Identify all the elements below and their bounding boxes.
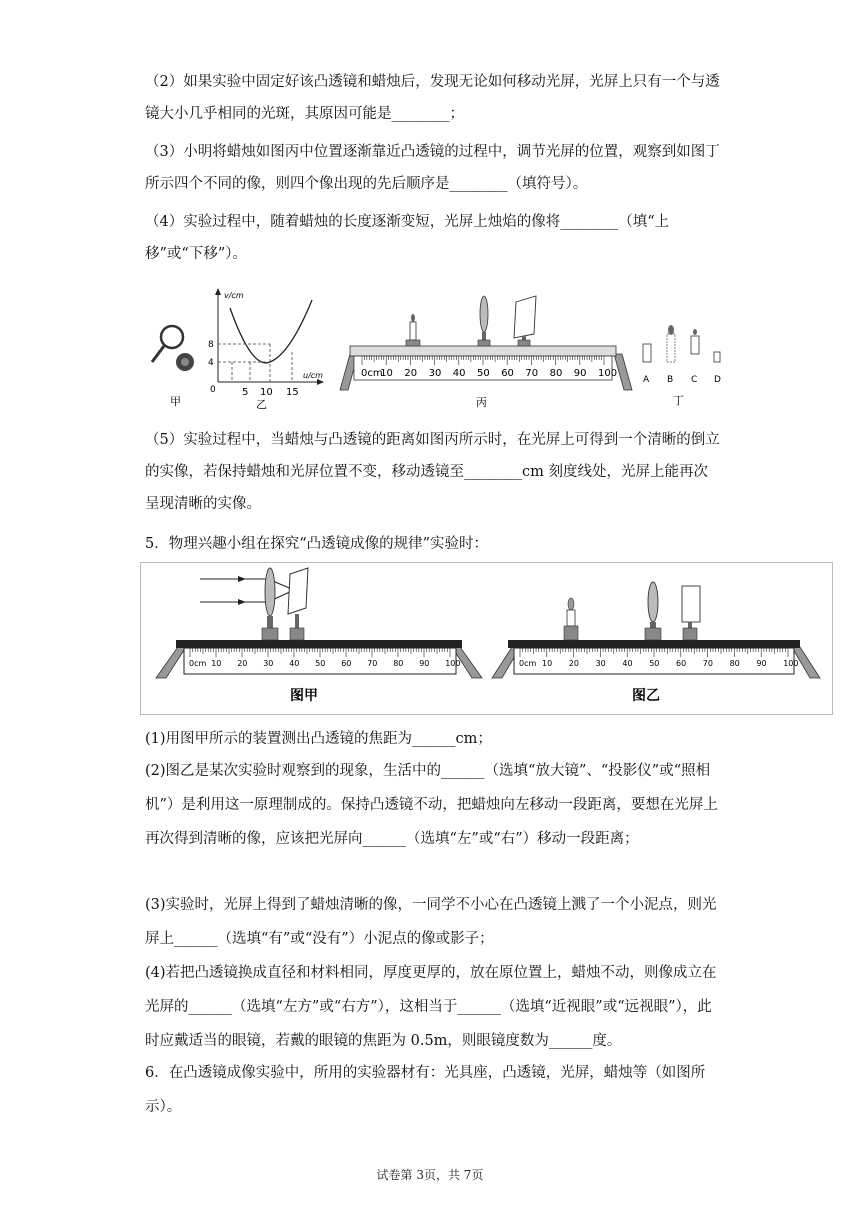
images-ding bbox=[643, 325, 720, 362]
ruler-tick-label: 10 bbox=[542, 659, 553, 668]
ruler-tick-label: 90 bbox=[419, 659, 430, 668]
q6-intro: 6．在凸透镜成像实验中，所用的实验器材有：光具座，凸透镜，光屏，蜡烛等（如图所示）。 bbox=[145, 1065, 706, 1115]
ruler-tick-label: 80 bbox=[729, 659, 740, 668]
ruler-tick-label: 20 bbox=[404, 368, 418, 379]
fig-bing-label: 丙 bbox=[476, 396, 487, 409]
q5-sub2: (2)图乙是某次实验时观察到的现象，生活中的______（选填“放大镜”、“投影仪”或“照相机”）是利用这一原理制成的。保持凸透镜不动，把蜡烛向左移动一段距离，要想在光屏上再次得到清晰的像，应该把光屏向______（选填“左”或“右”）移动一段距离； bbox=[145, 763, 718, 847]
q4-part2: （2）如果实验中固定好该凸透镜和蜡烛后，发现无论如何移动光屏，光屏上只有一个与透镜大小几乎相同的光斑，其原因可能是________； bbox=[145, 74, 720, 122]
page-footer: 试卷第 3页，共 7页 bbox=[376, 1168, 484, 1182]
ruler-tick-label: 40 bbox=[622, 659, 633, 668]
q4-part4: （4）实验过程中，随着蜡烛的长度逐渐变短，光屏上烛焰的像将________（填“上移”或“下移”）。 bbox=[145, 214, 670, 262]
ruler-tick-label: 70 bbox=[525, 368, 539, 379]
ruler-tick-label: 20 bbox=[237, 659, 248, 668]
ruler-tick-label: 0cm bbox=[519, 659, 537, 668]
ruler-tick-label: 70 bbox=[367, 659, 378, 668]
ruler-tick-label: 100 bbox=[783, 659, 799, 668]
q5-sub3: (3)实验时，光屏上得到了蜡烛清晰的像，一同学不小心在凸透镜上溅了一个小泥点，则光屏上______（选填“有”或“没有”）小泥点的像或影子； bbox=[145, 897, 717, 947]
ruler-tick-label: 0cm bbox=[189, 659, 207, 668]
q4-figure-svg bbox=[140, 282, 740, 422]
ruler-tick-label: 30 bbox=[595, 659, 606, 668]
q5-figure-svg bbox=[140, 562, 834, 716]
fig-jia-caption: 图甲 bbox=[290, 688, 318, 704]
yi-x-tick: 5 bbox=[242, 387, 249, 398]
q4-figure bbox=[140, 282, 740, 422]
q4-part3: （3）小明将蜡烛如图丙中位置逐渐靠近凸透镜的过程中，调节光屏的位置，观察到如图丁所示四个不同的像，则四个像出现的先后顺序是________（填符号）。 bbox=[145, 144, 720, 192]
q5-sub4: (4)若把凸透镜换成直径和材料相同，厚度更厚的，放在原位置上，蜡烛不动，则像成立在光屏的______（选填“左方”或“右方”），这相当于______（选填“近视眼”或“远视眼”），此时应戴适当的眼镜，若戴的眼镜的焦距为 0.5m，则眼镜度数为______度。 bbox=[145, 965, 717, 1049]
fig-jia-label: 甲 bbox=[170, 395, 181, 408]
yi-x-tick: 10 bbox=[260, 387, 273, 398]
ding-label-c: C bbox=[691, 375, 698, 385]
ruler-tick-label: 40 bbox=[289, 659, 300, 668]
ruler-tick-label: 80 bbox=[549, 368, 563, 379]
ruler-tick-label: 10 bbox=[380, 368, 393, 379]
ruler-tick-label: 60 bbox=[341, 659, 352, 668]
ruler-tick-label: 50 bbox=[477, 368, 490, 379]
yi-y-tick: 4 bbox=[208, 358, 214, 368]
yi-axis-x-label: u/cm bbox=[303, 371, 323, 380]
fig-yi-label: 乙 bbox=[256, 398, 267, 411]
fig-ding-label: 丁 bbox=[673, 394, 684, 407]
q5-intro: 5．物理兴趣小组在探究“凸透镜成像的规律”实验时： bbox=[145, 536, 489, 552]
ruler-tick-label: 20 bbox=[568, 659, 579, 668]
yi-axis-y-label: v/cm bbox=[224, 291, 244, 300]
ruler-tick-label: 40 bbox=[452, 368, 466, 379]
yi-origin-label: 0 bbox=[210, 385, 216, 395]
ruler-tick-label: 90 bbox=[756, 659, 767, 668]
q4-part5: （5）实验过程中，当蜡烛与凸透镜的距离如图丙所示时，在光屏上可得到一个清晰的倒立的实像，若保持蜡烛和光屏位置不变，移动透镜至________cm 刻度线处，光屏上能再次呈现清晰的实像。 bbox=[145, 432, 720, 512]
q5-figure bbox=[140, 562, 834, 716]
ruler-tick-label: 30 bbox=[263, 659, 274, 668]
ruler-tick-label: 0cm bbox=[361, 368, 383, 379]
yi-y-tick: 8 bbox=[208, 340, 214, 350]
ruler-tick-label: 50 bbox=[649, 659, 660, 668]
ruler-tick-label: 80 bbox=[393, 659, 404, 668]
ding-label-d: D bbox=[714, 375, 721, 385]
ruler-tick-label: 90 bbox=[573, 368, 587, 379]
ruler-tick-label: 60 bbox=[676, 659, 687, 668]
ruler-tick-label: 70 bbox=[702, 659, 713, 668]
yi-x-tick: 15 bbox=[286, 387, 299, 398]
ruler-tick-label: 30 bbox=[428, 368, 442, 379]
ruler-tick-label: 10 bbox=[211, 659, 222, 668]
magnifier-icon bbox=[152, 326, 194, 371]
ruler-tick-label: 100 bbox=[598, 368, 618, 379]
ruler-tick-label: 100 bbox=[445, 659, 461, 668]
ding-label-b: B bbox=[667, 375, 674, 385]
ding-label-a: A bbox=[643, 375, 650, 385]
fig-yi-caption: 图乙 bbox=[632, 688, 660, 704]
ruler-tick-label: 60 bbox=[501, 368, 514, 379]
ruler-tick-label: 50 bbox=[315, 659, 326, 668]
q5-sub1: (1)用图甲所示的装置测出凸透镜的焦距为______cm； bbox=[145, 731, 492, 747]
